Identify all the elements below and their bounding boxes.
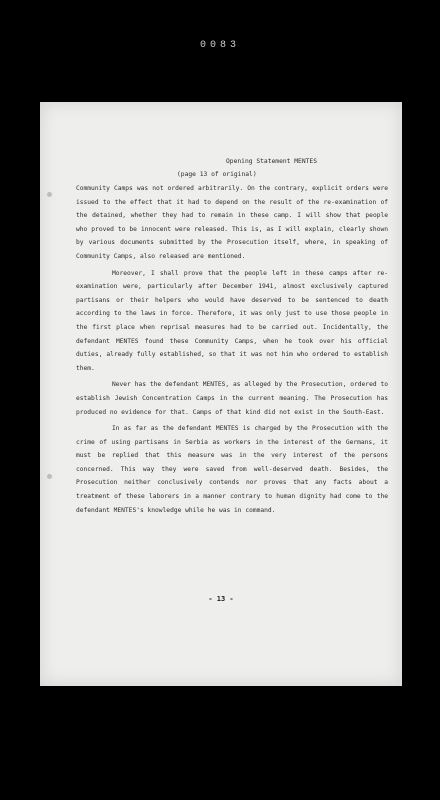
paragraph: Community Camps was not ordered arbitrarily. On the contrary, explicit orders were issued to the effect that it had to depend on the result of the re-examination of the detained, whether they had to remain in these camp. I will show that people who proved to be innocent were released. This is, as I will explain, clearly shown by various documents submitted by the Prosecution itself, where, in speaking of Community Camps, also released are mentioned.: [76, 185, 388, 260]
paragraph: Never has the defendant MENTES, as alleged by the Prosecution, ordered to establish Jewish Concentration Camps in the current meaning. The Prosecution has produced no evidence for that. Camps of that kind did not exist in the South-East.: [76, 381, 388, 416]
frame-number: 0083: [199, 40, 240, 51]
document-title: Opening Statement MENTES: [226, 158, 317, 165]
paragraph: Moreover, I shall prove that the people left in these camps after re-examination were, particularly after December 1941, almost exclusively captured partisans or their helpers who would have deserved to be sentenced to death according to the laws in force. Therefore, it was only just to use those people in the first place when reprisal measures had to be carried out. Incidentally, the defendant MENTES found these Community Camps, when he took over his official duties, already fully established, so that it was not him who ordered to establish them.: [76, 269, 388, 372]
document-body: [76, 182, 388, 517]
paragraph: In as far as the defendant MENTES is charged by the Prosecution with the crime of using partisans in Serbia as workers in the interest of the Germans, it must be replied that this measure was in the very interest of the persons concerned. This way they were saved from well-deserved death. Besides, the Prosecution neither conclusively contends nor proves that any facts about a treatment of these laborers in a manner contrary to human dignity had come to the defendant MENTES's knowledge while he was in command.: [76, 425, 388, 514]
original-page-reference: (page 13 of original): [177, 171, 257, 178]
punch-hole-mark: [47, 474, 52, 479]
page-number: - 13 -: [208, 595, 234, 603]
document-page: [40, 102, 402, 686]
punch-hole-mark: [47, 192, 52, 197]
